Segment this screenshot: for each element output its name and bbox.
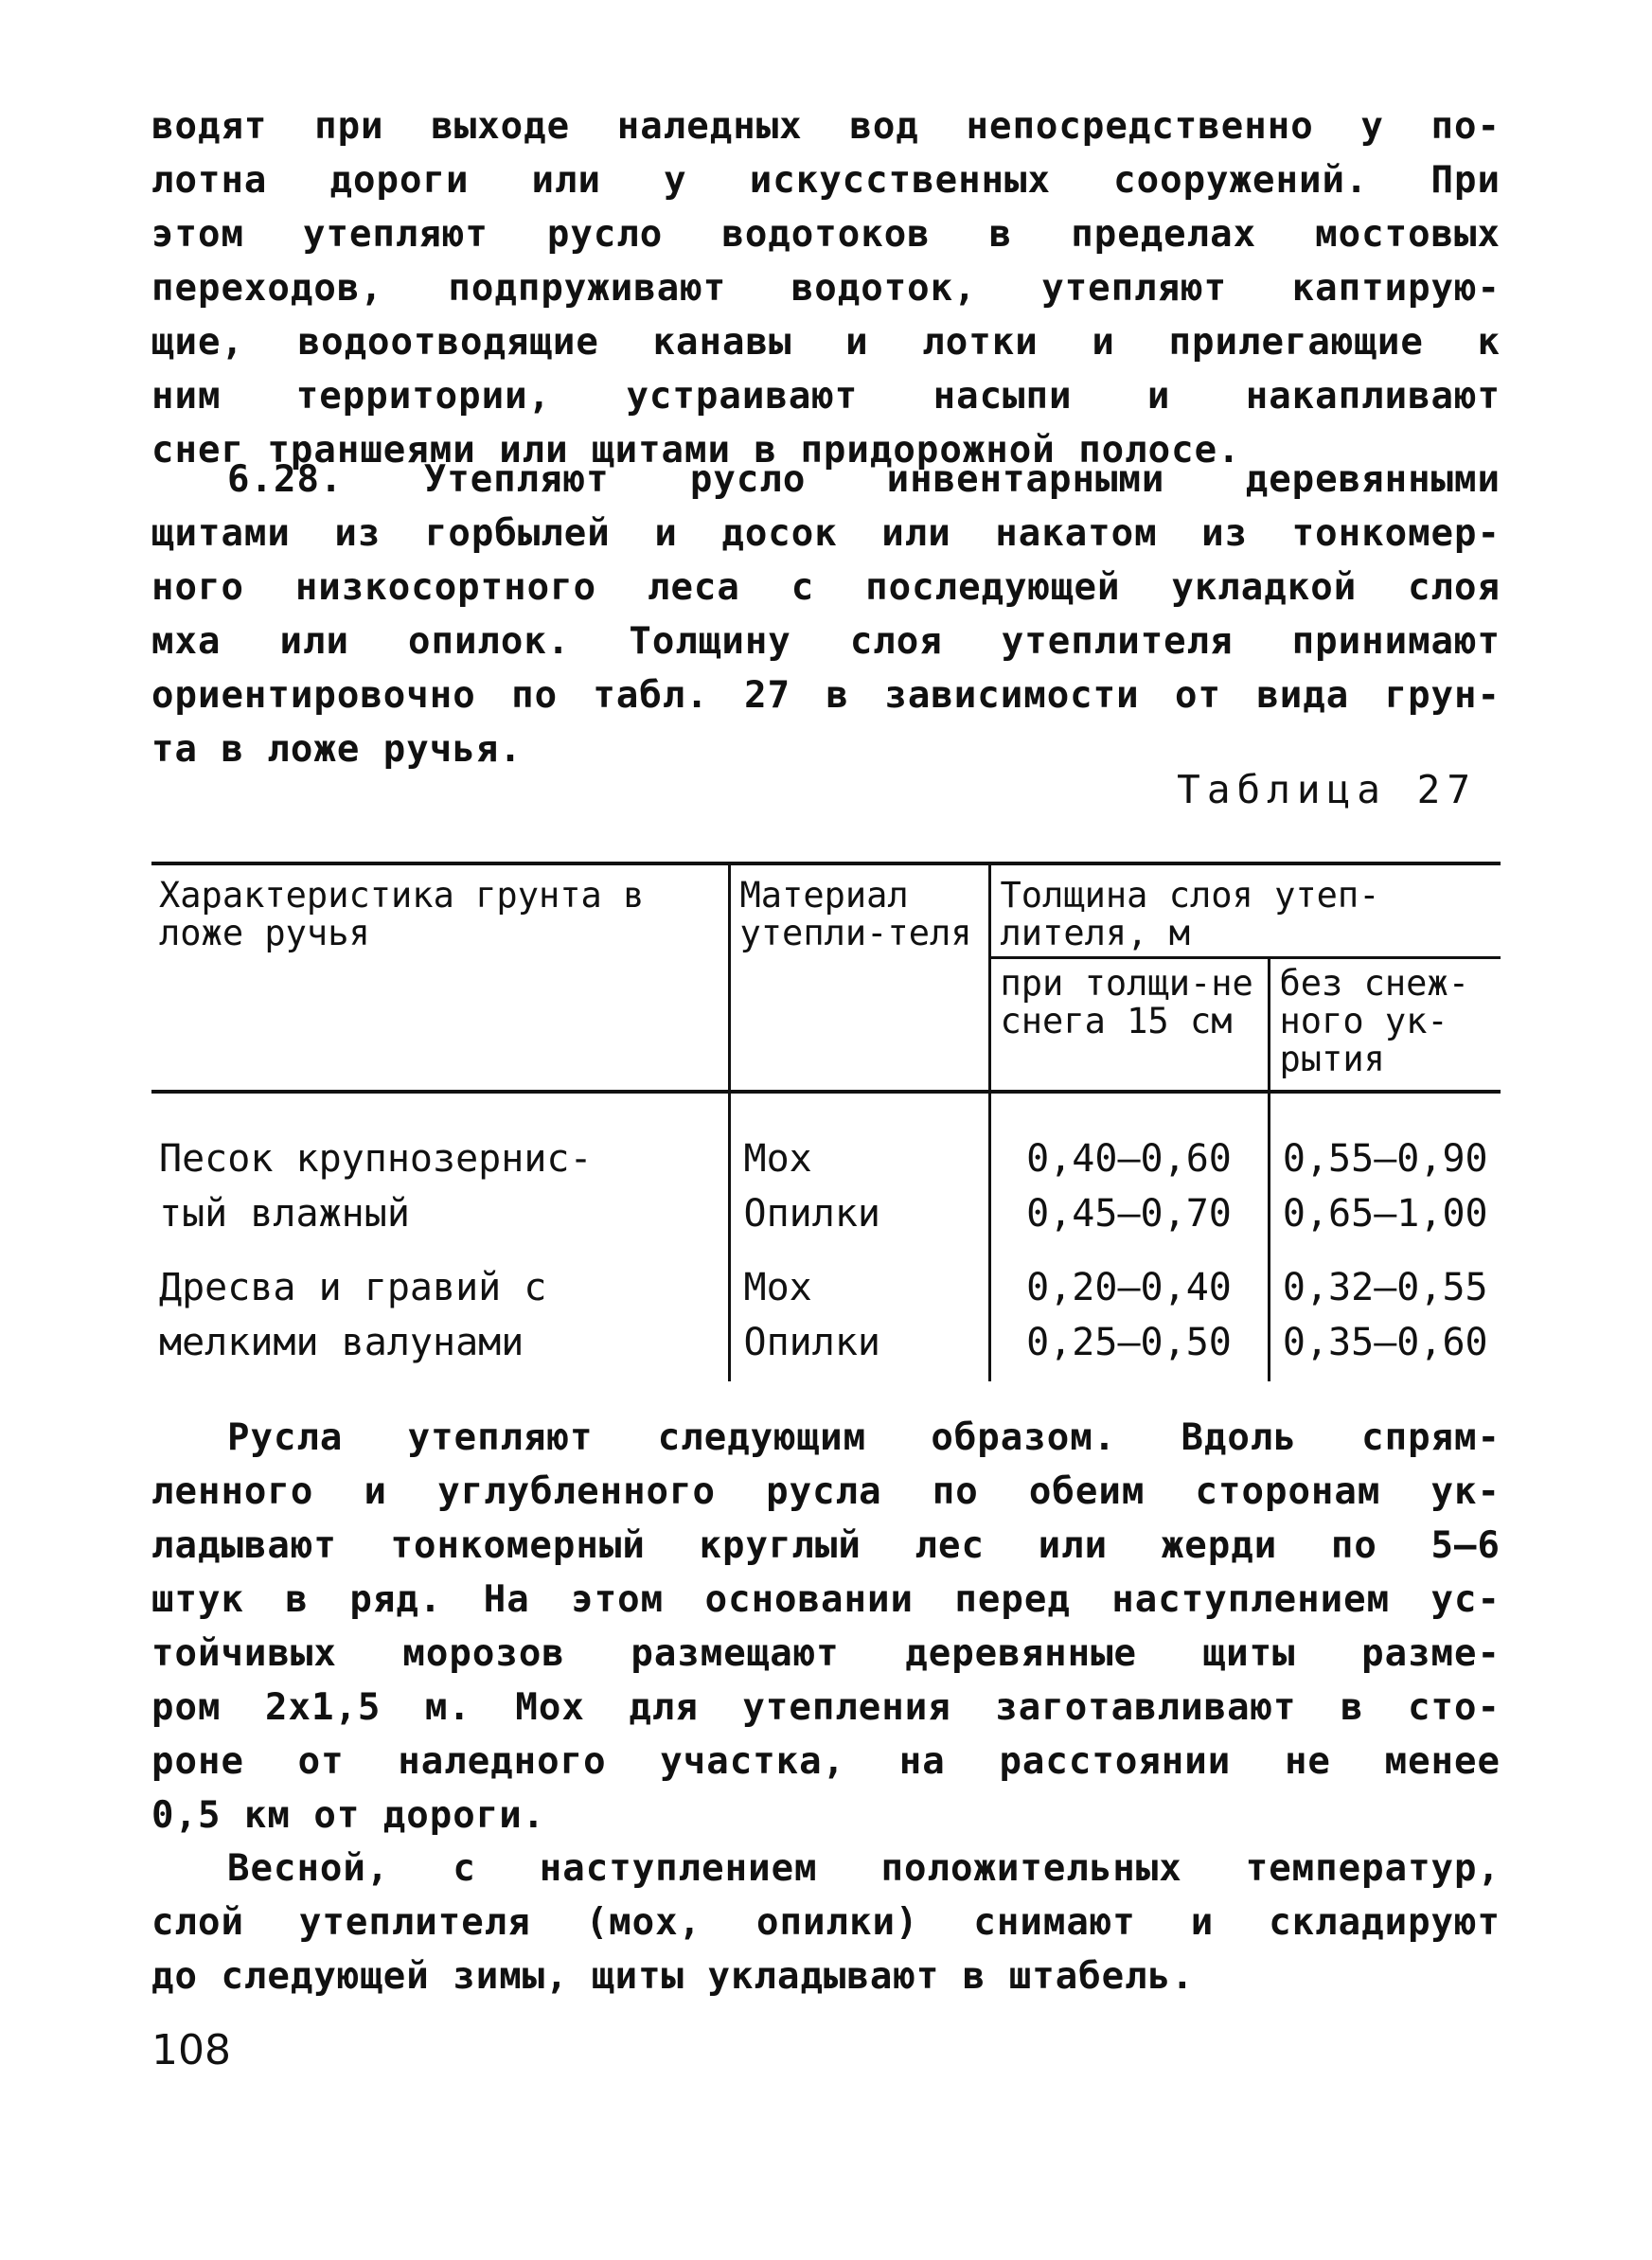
text-line: ним территории, устраивают насыпи и накапливают <box>151 375 1501 418</box>
text-line: ного низкосортного леса с последующей укладкой слоя <box>151 566 1501 609</box>
text-line: Русла утепляют следующим образом. Вдоль спрям- <box>227 1416 1501 1459</box>
text-line: слой утеплителя (мох, опилки) снимают и складируют <box>151 1901 1501 1944</box>
soil-cell: Песок крупнозернис- <box>159 1137 593 1181</box>
thickness-snow-cell: 0,25–0,50 <box>989 1315 1269 1370</box>
text-line: 0,5 км от дороги. <box>151 1794 546 1837</box>
material-cell: Опилки <box>729 1315 989 1370</box>
text-line: штук в ряд. На этом основании перед наступлением ус- <box>151 1578 1501 1621</box>
soil-cell: Дресва и гравий с <box>159 1266 547 1309</box>
material-cell: Мох <box>729 1260 989 1315</box>
header-soil: Характеристика грунта в ложе ручья <box>151 863 729 1092</box>
thickness-nosnow-cell: 0,35–0,60 <box>1269 1315 1501 1370</box>
text-line: водят при выходе наледных вод непосредственно у по- <box>151 105 1501 148</box>
text-line: тойчивых морозов размещают деревянные щиты разме- <box>151 1632 1501 1675</box>
header-material: Материал утепли-теля <box>729 863 989 1092</box>
table-caption: Таблица 27 <box>1177 767 1477 812</box>
page-number: 108 <box>151 2026 231 2074</box>
text-line: 6.28. Утепляют русло инвентарными деревянными <box>227 458 1501 501</box>
text-line: снег траншеями или щитами в придорожной полосе. <box>151 429 1241 472</box>
header-with-snow: при толщи-не снега 15 см <box>989 958 1269 1093</box>
thickness-nosnow-cell: 0,65–1,00 <box>1269 1186 1501 1241</box>
text-line: щие, водоотводящие канавы и лотки и прилегающие к <box>151 321 1501 364</box>
material-cell: Мох <box>729 1131 989 1186</box>
table-row <box>151 1315 1501 1370</box>
text-line: щитами из горбылей и досок или накатом из тонкомер- <box>151 512 1501 555</box>
table-row <box>151 1131 1501 1186</box>
thickness-nosnow-cell: 0,55–0,90 <box>1269 1131 1501 1186</box>
header-no-snow: без снеж-ного ук-рытия <box>1269 958 1501 1093</box>
text-line: мха или опилок. Толщину слоя утеплителя принимают <box>151 620 1501 663</box>
thickness-snow-cell: 0,20–0,40 <box>989 1260 1269 1315</box>
insulation-thickness-table <box>151 862 1501 1381</box>
table-row <box>151 1260 1501 1315</box>
text-line: переходов, подпруживают водоток, утепляют каптирую- <box>151 267 1501 310</box>
text-line: ладывают тонкомерный круглый лес или жерди по 5–6 <box>151 1524 1501 1567</box>
header-thickness: Толщина слоя утеп-лителя, м <box>989 863 1501 958</box>
text-line: лотна дороги или у искусственных сооружений. При <box>151 159 1501 202</box>
thickness-snow-cell: 0,45–0,70 <box>989 1186 1269 1241</box>
thickness-snow-cell: 0,40–0,60 <box>989 1131 1269 1186</box>
text-line: ром 2х1,5 м. Мох для утепления заготавливают в сто- <box>151 1686 1501 1729</box>
text-line: ленного и углубленного русла по обеим сторонам ук- <box>151 1470 1501 1513</box>
text-line: до следующей зимы, щиты укладывают в штабель. <box>151 1955 1195 1998</box>
text-line: этом утепляют русло водотоков в пределах мостовых <box>151 213 1501 256</box>
text-line: та в ложе ручья. <box>151 728 523 771</box>
material-cell: Опилки <box>729 1186 989 1241</box>
soil-cell: тый влажный <box>159 1192 410 1236</box>
paragraph-6-28 <box>151 453 1501 776</box>
paragraph-spring <box>151 1842 1501 2003</box>
table-row <box>151 1186 1501 1241</box>
paragraph-channels <box>151 1411 1501 1842</box>
text-line: роне от наледного участка, на расстоянии не менее <box>151 1740 1501 1783</box>
text-line: Весной, с наступлением положительных температур, <box>227 1847 1501 1890</box>
soil-cell: мелкими валунами <box>159 1321 524 1364</box>
text-line: ориентировочно по табл. 27 в зависимости от вида грун- <box>151 674 1501 717</box>
thickness-nosnow-cell: 0,32–0,55 <box>1269 1260 1501 1315</box>
paragraph-top <box>151 99 1501 477</box>
